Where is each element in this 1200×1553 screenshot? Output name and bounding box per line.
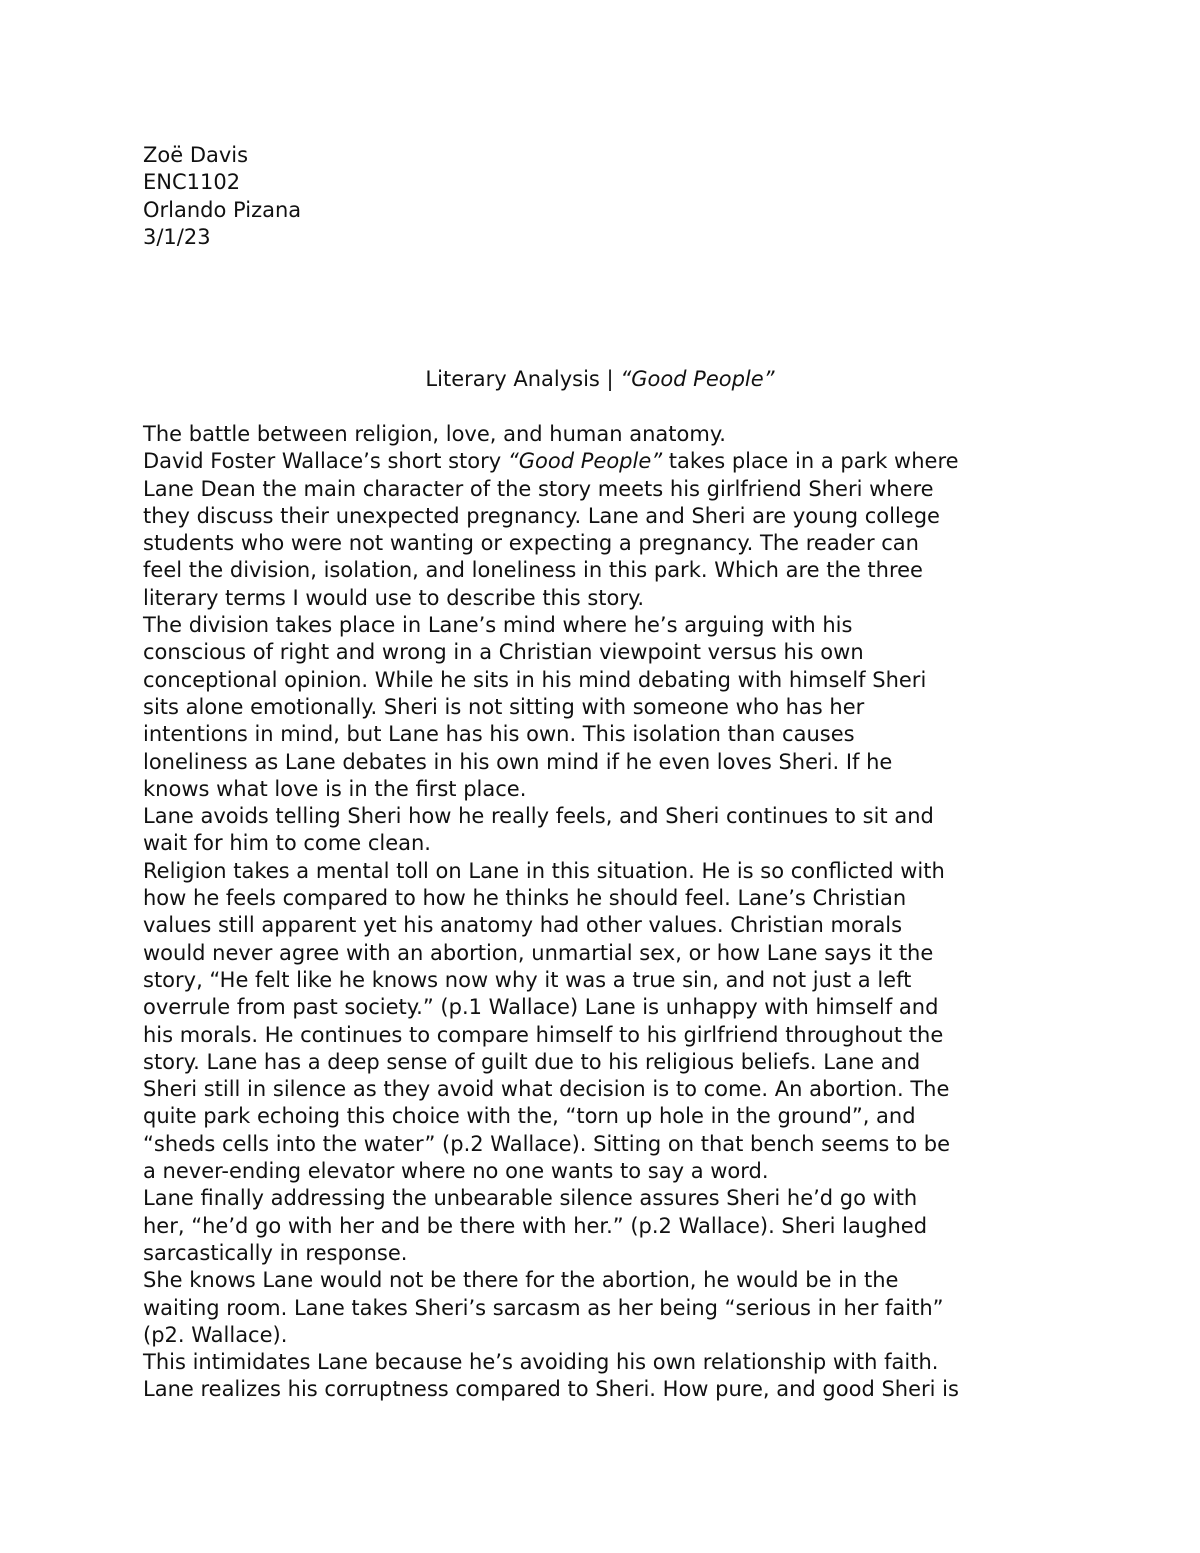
body-line: She knows Lane would not be there for the abortion, he would be in the bbox=[143, 1268, 899, 1293]
document-date: 3/1/23 bbox=[143, 224, 211, 249]
body-line: story. Lane has a deep sense of guilt due to his religious beliefs. Lane and bbox=[143, 1049, 921, 1074]
body-line: would never agree with an abortion, unmartial sex, or how Lane says it the bbox=[143, 940, 934, 965]
body-line: a never-ending elevator where no one wants to say a word. bbox=[143, 1159, 769, 1184]
body-line: Sheri still in silence as they avoid what decision is to come. An abortion. The bbox=[143, 1077, 950, 1102]
instructor-name: Orlando Pizana bbox=[143, 197, 302, 222]
document-header bbox=[143, 142, 301, 251]
body-line-text: takes place in a park where bbox=[662, 449, 959, 474]
body-line: knows what love is in the first place. bbox=[143, 776, 527, 801]
body-line: The division takes place in Lane’s mind where he’s arguing with his bbox=[143, 613, 853, 638]
body-line: overrule from past society.” (p.1 Wallace) Lane is unhappy with himself and bbox=[143, 995, 939, 1020]
body-line: Lane Dean the main character of the story meets his girlfriend Sheri where bbox=[143, 476, 934, 501]
body-line: they discuss their unexpected pregnancy. Lane and Sheri are young college bbox=[143, 503, 940, 528]
document-title bbox=[0, 366, 1200, 393]
body-line: feel the division, isolation, and loneliness in this park. Which are the three bbox=[143, 558, 923, 583]
body-line: Religion takes a mental toll on Lane in this situation. He is so conflicted with bbox=[143, 858, 945, 883]
body-line bbox=[143, 448, 1073, 475]
course-code: ENC1102 bbox=[143, 170, 241, 195]
body-line-text: David Foster Wallace’s short story bbox=[143, 449, 508, 474]
title-italic: “Good People” bbox=[620, 367, 775, 391]
body-line: sits alone emotionally. Sheri is not sitting with someone who has her bbox=[143, 694, 865, 719]
body-line: students who were not wanting or expecting a pregnancy. The reader can bbox=[143, 531, 919, 556]
body-line: (p2. Wallace). bbox=[143, 1322, 288, 1347]
body-line: Lane finally addressing the unbearable silence assures Sheri he’d go with bbox=[143, 1186, 918, 1211]
body-line: values still apparent yet his anatomy had other values. Christian morals bbox=[143, 913, 903, 938]
body-line: “sheds cells into the water” (p.2 Wallace). Sitting on that bench seems to be bbox=[143, 1131, 951, 1156]
body-line: sarcastically in response. bbox=[143, 1240, 408, 1265]
title-prefix: Literary Analysis | bbox=[425, 367, 621, 391]
body-line: wait for him to come clean. bbox=[143, 831, 431, 856]
author-name: Zoë Davis bbox=[143, 143, 249, 167]
body-line: his morals. He continues to compare himself to his girlfriend throughout the bbox=[143, 1022, 944, 1047]
body-line: Lane realizes his corruptness compared to Sheri. How pure, and good Sheri is bbox=[143, 1377, 959, 1402]
body-line: quite park echoing this choice with the, “torn up hole in the ground”, and bbox=[143, 1104, 916, 1129]
body-line: Lane avoids telling Sheri how he really feels, and Sheri continues to sit and bbox=[143, 804, 934, 829]
document-body bbox=[143, 421, 1073, 1404]
body-line: loneliness as Lane debates in his own mind if he even loves Sheri. If he bbox=[143, 749, 893, 774]
body-line: conscious of right and wrong in a Christian viewpoint versus his own bbox=[143, 640, 864, 665]
body-line-italic: “Good People” bbox=[507, 449, 663, 474]
body-line: story, “He felt like he knows now why it was a true sin, and not just a left bbox=[143, 967, 912, 992]
body-line: This intimidates Lane because he’s avoiding his own relationship with faith. bbox=[143, 1350, 939, 1375]
body-line: her, “he’d go with her and be there with her.” (p.2 Wallace). Sheri laughed bbox=[143, 1213, 928, 1238]
body-line: conceptional opinion. While he sits in his mind debating with himself Sheri bbox=[143, 667, 927, 692]
body-line: The battle between religion, love, and human anatomy. bbox=[143, 422, 726, 446]
body-line: how he feels compared to how he thinks he should feel. Lane’s Christian bbox=[143, 886, 907, 911]
body-line: waiting room. Lane takes Sheri’s sarcasm as her being “serious in her faith” bbox=[143, 1295, 944, 1320]
body-line: literary terms I would use to describe this story. bbox=[143, 585, 645, 610]
body-line: intentions in mind, but Lane has his own. This isolation than causes bbox=[143, 722, 855, 747]
